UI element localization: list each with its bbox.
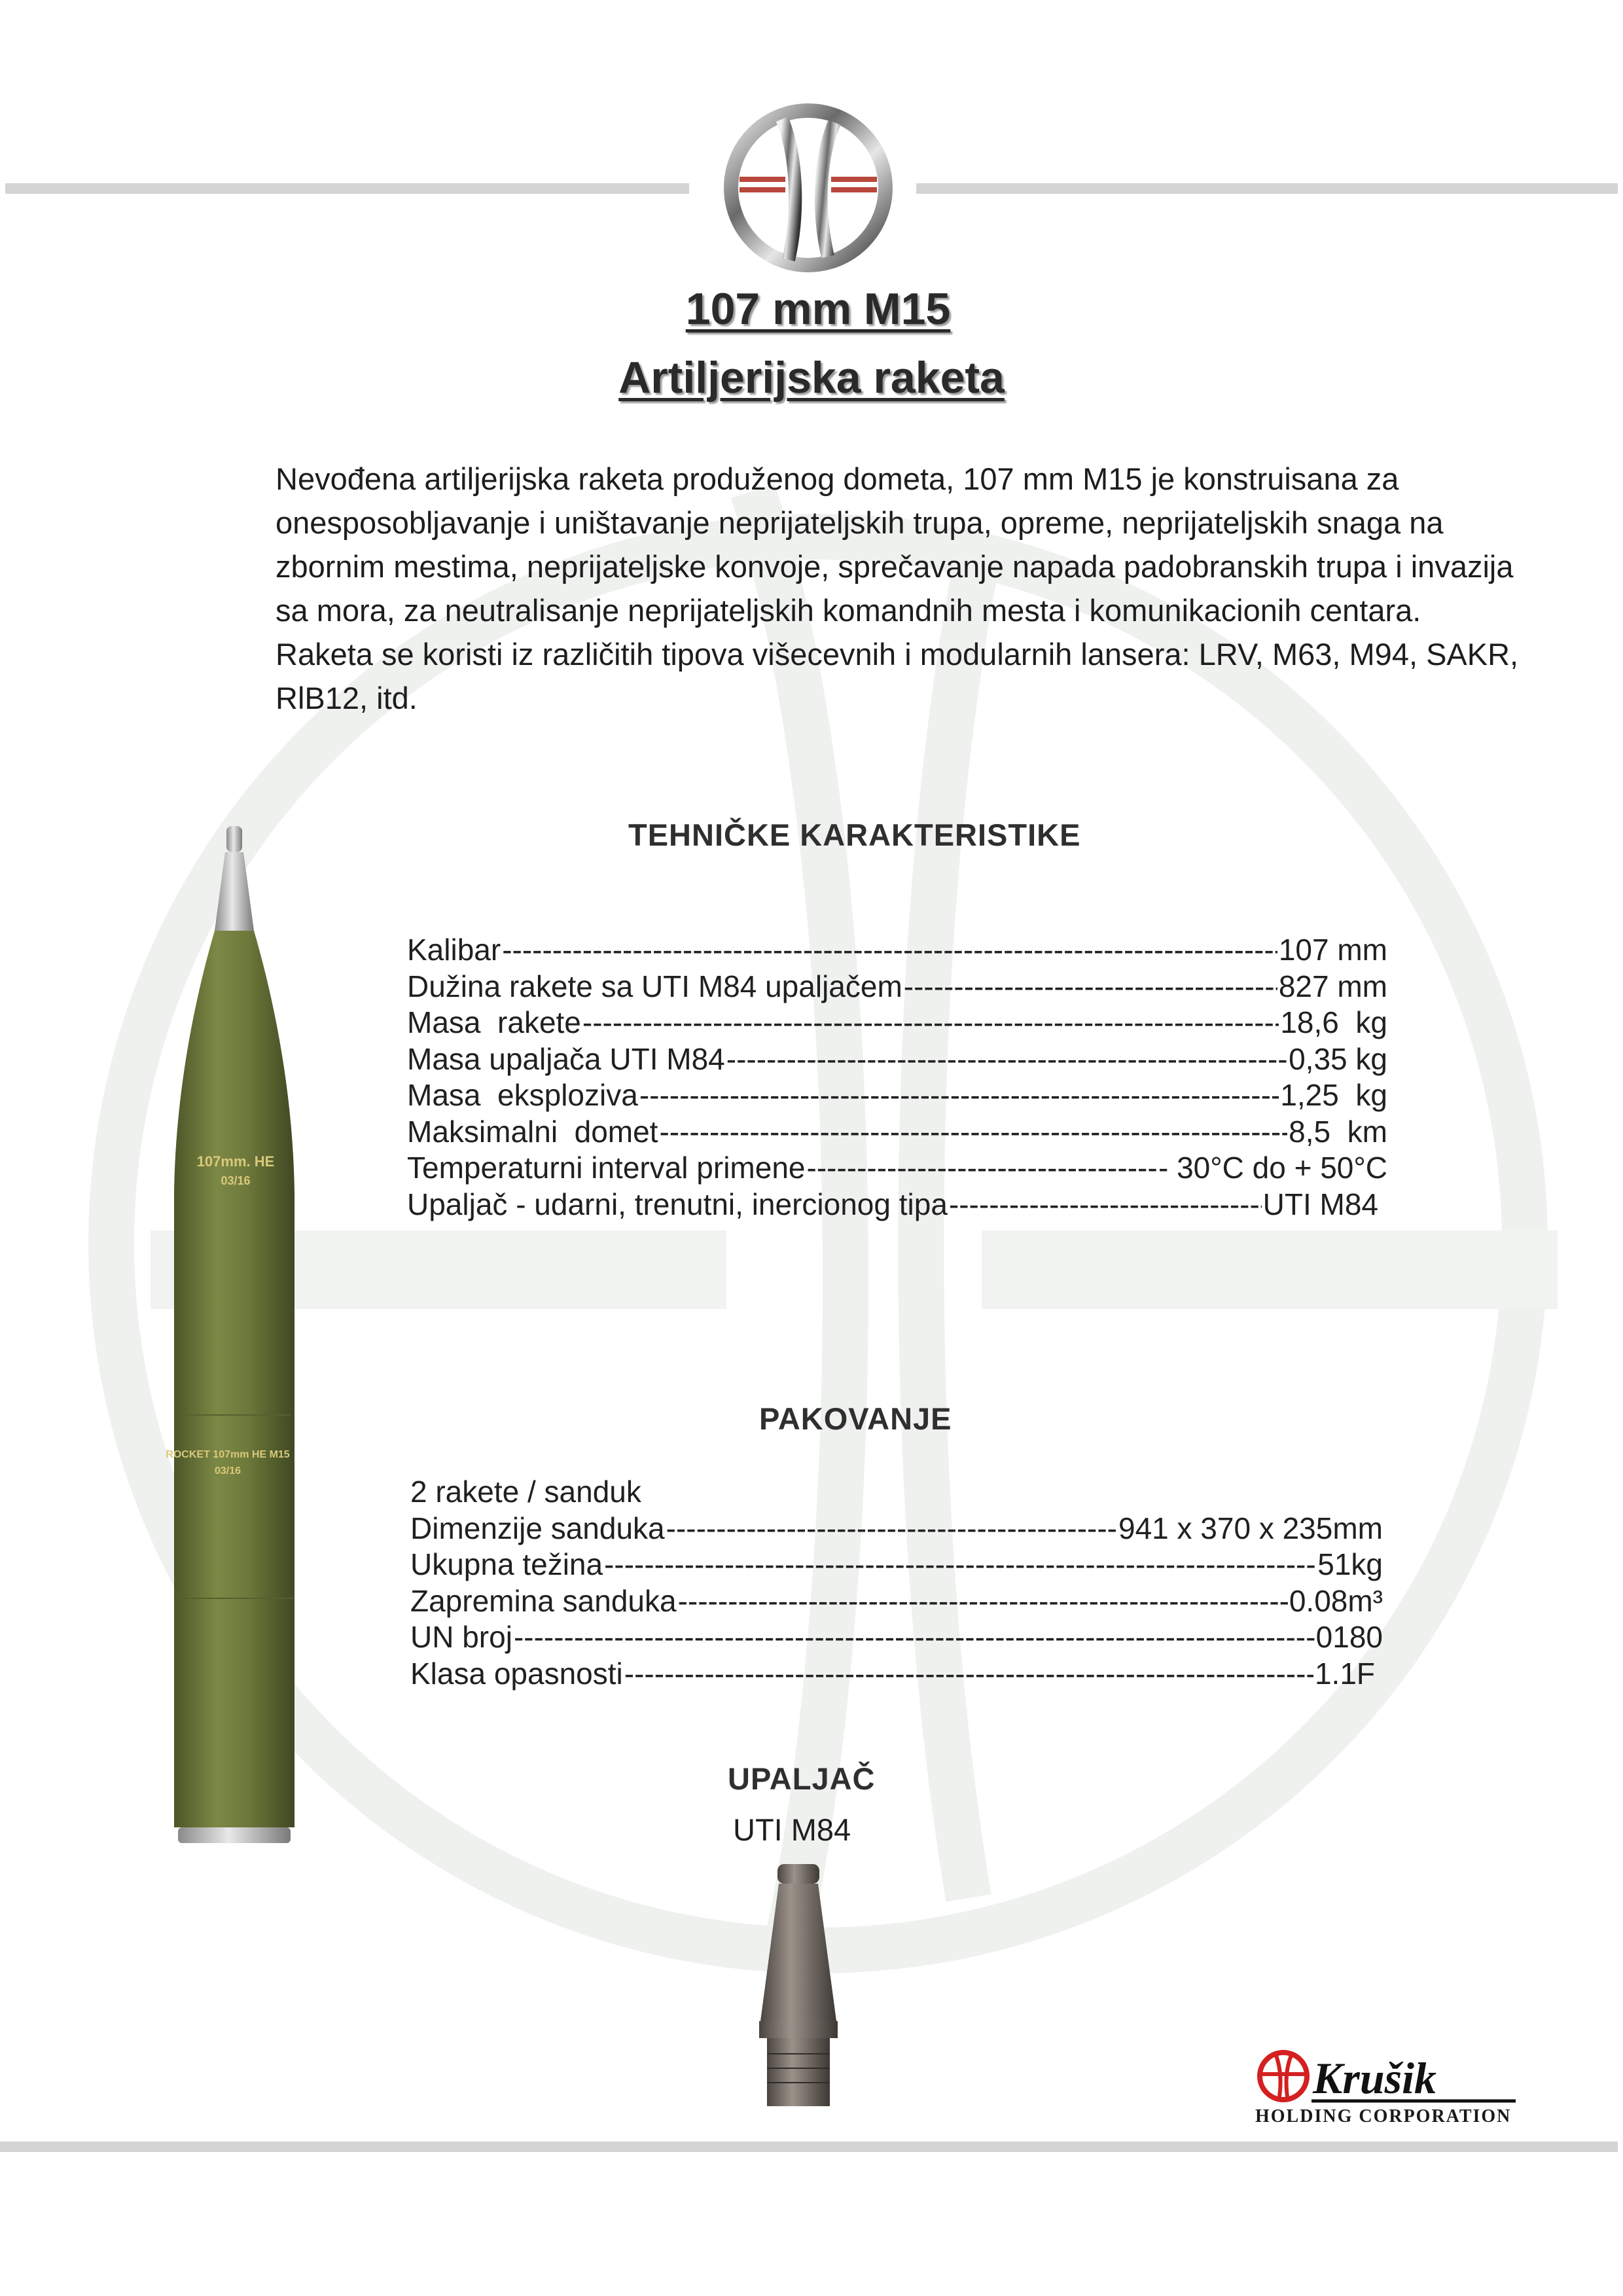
- leader-dashes: [582, 1005, 1279, 1041]
- spec-label: Masa eksploziva: [407, 1078, 638, 1112]
- technical-heading: TEHNIČKE KARAKTERISTIKE: [628, 817, 1081, 852]
- spec-row-fuze-mass: [407, 1041, 1387, 1078]
- spec-value: 0.08m³: [1289, 1583, 1383, 1618]
- spec-row-length: [407, 969, 1387, 1005]
- bottom-rule: [0, 2142, 1618, 2152]
- company-logo: [720, 99, 897, 276]
- spec-label: Kalibar: [407, 933, 501, 967]
- spec-value: 8,5 km: [1289, 1114, 1387, 1149]
- rocket-marking-4: 03/16: [214, 1465, 241, 1477]
- leader-dashes: [639, 1077, 1279, 1114]
- leader-dashes: [604, 1547, 1316, 1583]
- spec-label: Ukupna težina: [410, 1547, 603, 1581]
- spec-label: Temperaturni interval primene: [407, 1151, 806, 1185]
- spec-row-temperature: [407, 1150, 1387, 1187]
- spec-value: - 30°C do + 50°C: [1158, 1151, 1387, 1185]
- technical-spec-list: [407, 932, 1387, 1223]
- rocket-marking-2: 03/16: [221, 1174, 251, 1187]
- spec-value: 0,35 kg: [1289, 1041, 1387, 1076]
- page-title: 107 mm M15: [685, 284, 951, 334]
- top-rule-right: [916, 183, 1618, 194]
- packaging-first-line: 2 rakete / sanduk: [410, 1475, 641, 1509]
- spec-value: 1.1F: [1314, 1656, 1375, 1691]
- brand-name: Krušik: [1313, 2053, 1436, 2103]
- spec-value: 0180: [1315, 1620, 1383, 1654]
- rocket-marking-1: 107mm. HE: [196, 1153, 275, 1170]
- spec-value: 51kg: [1317, 1547, 1383, 1581]
- spec-label: UN broj: [410, 1620, 512, 1654]
- spec-row-max-range: [407, 1114, 1387, 1151]
- rocket-marking-3: ROCKET 107mm HE M15: [166, 1449, 290, 1460]
- fuze-heading: UPALJAČ: [728, 1761, 876, 1796]
- spec-value: 1,25 kg: [1280, 1078, 1387, 1112]
- spec-label: Masa rakete: [407, 1005, 581, 1039]
- leader-dashes: [514, 1619, 1315, 1656]
- fuze-image: [753, 1864, 844, 2113]
- packaging-spec-list: [410, 1474, 1383, 1692]
- leader-dashes: [502, 932, 1277, 969]
- top-rule-left: [5, 183, 689, 194]
- brand-subtitle: HOLDING CORPORATION: [1255, 2106, 1512, 2126]
- spec-value: 827 mm: [1278, 969, 1387, 1003]
- intro-paragraph-2: Raketa se koristi iz različitih tipova višecevnih i modularnih lansera: LRV, M63, M94, SAKR, RlB12, itd.: [276, 637, 1519, 715]
- pack-row-weight: [410, 1547, 1383, 1583]
- spec-row-rocket-mass: [407, 1005, 1387, 1041]
- spec-row-fuze-type: [407, 1187, 1387, 1223]
- pack-row-dimensions: [410, 1511, 1383, 1547]
- spec-label: Klasa opasnosti: [410, 1656, 623, 1691]
- spec-label: Upaljač - udarni, trenutni, inercionog tipa: [407, 1187, 948, 1221]
- spec-value: 107 mm: [1278, 933, 1387, 967]
- spec-label: Zapremina sanduka: [410, 1583, 677, 1618]
- page-subtitle: Artiljerijska raketa: [618, 353, 1005, 403]
- spec-label: Dužina rakete sa UTI M84 upaljačem: [407, 969, 902, 1003]
- leader-dashes: [624, 1656, 1313, 1693]
- spec-label: Masa upaljača UTI M84: [407, 1041, 725, 1076]
- pack-row-un-number: [410, 1619, 1383, 1656]
- intro-paragraph-1: Nevođena artiljerijska raketa produženog dometa, 107 mm M15 je konstruisana za onesposobljavanje i uništavanje neprijateljskih trupa, opreme, neprijateljskih snaga na zbornim mestima, neprijateljske konvoje, sprečavanje napada padobranskih trupa i invazija sa mora, za neutralisanje neprijateljskih komandnih mesta i komunikacionih centara.: [276, 461, 1514, 628]
- pack-row-hazard-class: [410, 1656, 1383, 1693]
- rocket-image: [162, 826, 306, 1847]
- spec-value: UTI M84: [1262, 1187, 1378, 1221]
- leader-dashes: [807, 1150, 1157, 1187]
- packaging-heading: PAKOVANJE: [759, 1401, 952, 1436]
- spec-label: Maksimalni domet: [407, 1114, 658, 1149]
- spec-row-explosive-mass: [407, 1077, 1387, 1114]
- spec-label: Dimenzije sanduka: [410, 1511, 665, 1545]
- leader-dashes: [949, 1187, 1262, 1223]
- spec-row-caliber: [407, 932, 1387, 969]
- intro-text: [276, 457, 1519, 720]
- leader-dashes: [678, 1583, 1288, 1620]
- leader-dashes: [659, 1114, 1287, 1151]
- pack-row-volume: [410, 1583, 1383, 1620]
- leader-dashes: [726, 1041, 1287, 1078]
- leader-dashes: [666, 1511, 1117, 1547]
- leader-dashes: [904, 969, 1277, 1005]
- spec-value: 18,6 kg: [1280, 1005, 1387, 1039]
- spec-value: 941 x 370 x 235mm: [1118, 1511, 1383, 1545]
- fuze-model: UTI M84: [733, 1812, 851, 1847]
